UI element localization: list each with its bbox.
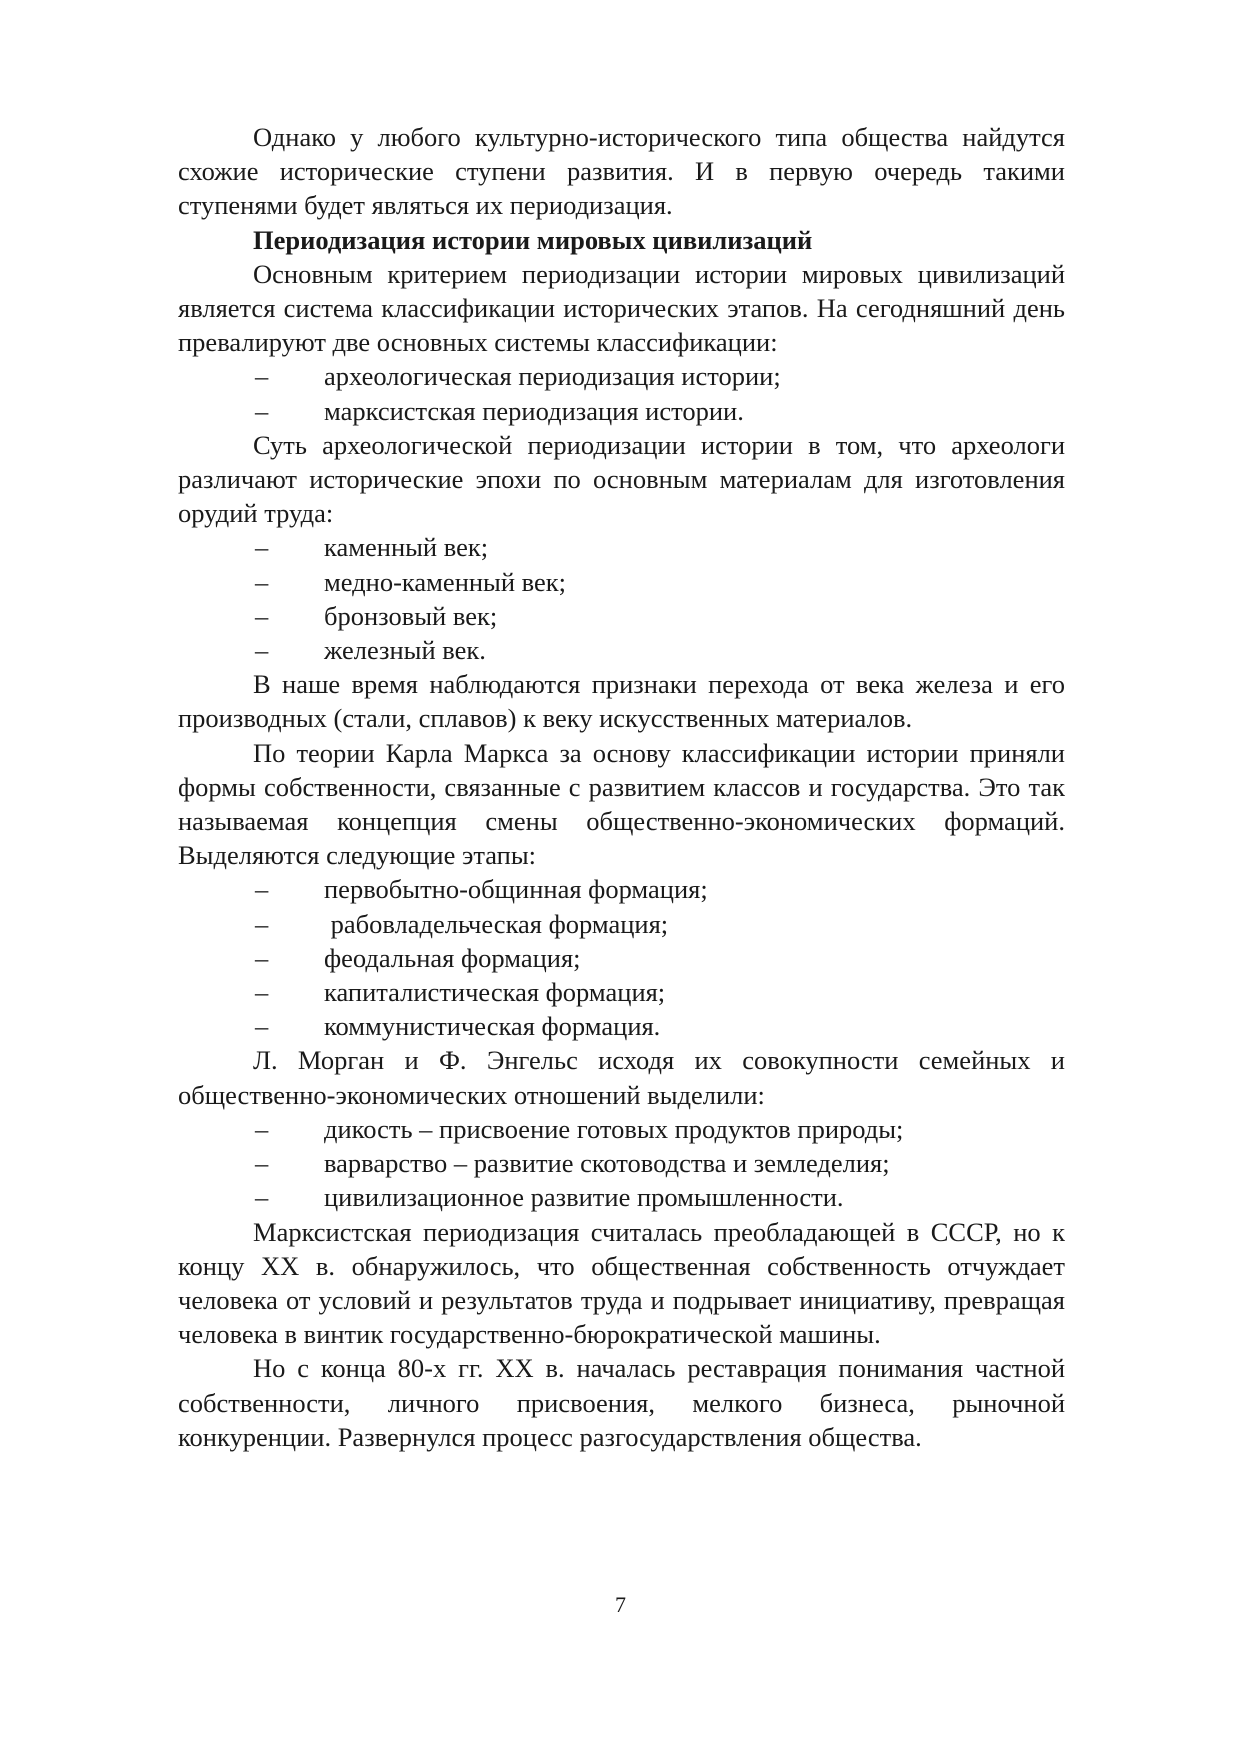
list-item bbox=[178, 975, 1065, 1009]
list-item bbox=[178, 1009, 1065, 1043]
dash-bullet: – bbox=[255, 1113, 269, 1144]
list-item-text: археологическая периодизация истории; bbox=[324, 361, 781, 392]
dash-bullet: – bbox=[255, 635, 269, 666]
dash-bullet: – bbox=[255, 908, 269, 939]
body-text bbox=[178, 120, 1065, 1454]
list-item bbox=[178, 907, 1065, 941]
list-item bbox=[178, 872, 1065, 906]
dash-bullet: – bbox=[255, 361, 269, 392]
list-item bbox=[178, 359, 1065, 393]
list-item-text: феодальная формация; bbox=[324, 942, 581, 973]
list-item-text: варварство – развитие скотоводства и земледелия; bbox=[324, 1148, 890, 1179]
dash-bullet: – bbox=[255, 566, 269, 597]
paragraph-modern-era: В наше время наблюдаются признаки перехода от века железа и его производных (стали, сплавов) к веку искусственных материалов. bbox=[178, 669, 1065, 734]
paragraph-restoration: Но с конца 80-х гг. XX в. началась реставрация понимания частной собственности, личного присвоения, мелкого бизнеса, рыночной конкуренции. Развернулся процесс разгосударствления общества. bbox=[178, 1353, 1065, 1452]
list-item bbox=[178, 565, 1065, 599]
dash-bullet: – bbox=[255, 1148, 269, 1179]
paragraph-ussr: Марксистская периодизация считалась преобладающей в СССР, но к концу XX в. обнаружилось, что общественная собственность отчуждает человека от условий и результатов труда и подрывает инициативу, превращая человека в винтик государственно-бюрократической машины. bbox=[178, 1216, 1065, 1350]
list-item bbox=[178, 394, 1065, 428]
page-number: 7 bbox=[615, 1592, 626, 1617]
dash-bullet: – bbox=[255, 942, 269, 973]
list-formations bbox=[178, 872, 1065, 1043]
list-item-text: рабовладельческая формация; bbox=[324, 908, 669, 939]
list-item bbox=[178, 1146, 1065, 1180]
list-item-text: бронзовый век; bbox=[324, 600, 498, 631]
dash-bullet: – bbox=[255, 977, 269, 1008]
list-systems bbox=[178, 359, 1065, 427]
list-item bbox=[178, 1180, 1065, 1214]
list-item-text: цивилизационное развитие промышленности. bbox=[324, 1182, 844, 1213]
list-stages bbox=[178, 1112, 1065, 1215]
paragraph-marx: По теории Карла Маркса за основу классификации истории приняли формы собственности, связанные с развитием классов и государства. Это так называемая концепция смены общественно-экономических формаций. Выделяются следующие этапы: bbox=[178, 737, 1065, 871]
dash-bullet: – bbox=[255, 874, 269, 905]
list-item-text: марксистская периодизация истории. bbox=[324, 395, 744, 426]
paragraph-criteria: Основным критерием периодизации истории мировых цивилизаций является система классификации исторических этапов. На сегодняшний день превалируют две основных системы классификации: bbox=[178, 258, 1065, 358]
list-item bbox=[178, 1112, 1065, 1146]
list-item-text: медно-каменный век; bbox=[324, 566, 567, 597]
paragraph-intro: Однако у любого культурно-исторического типа общества найдутся схожие исторические ступени развития. И в первую очередь такими ступенями будет являться их периодизация. bbox=[178, 122, 1065, 221]
list-item bbox=[178, 530, 1065, 564]
list-item-text: коммунистическая формация. bbox=[324, 1011, 661, 1042]
dash-bullet: – bbox=[255, 532, 269, 563]
dash-bullet: – bbox=[255, 1182, 269, 1213]
list-item-text: железный век. bbox=[324, 635, 486, 666]
list-item-text: дикость – присвоение готовых продуктов природы; bbox=[324, 1113, 904, 1144]
list-ages bbox=[178, 530, 1065, 667]
paragraph-morgan-engels: Л. Морган и Ф. Энгельс исходя их совокупности семейных и общественно-экономических отношений выделили: bbox=[178, 1045, 1065, 1110]
list-item bbox=[178, 599, 1065, 633]
dash-bullet: – bbox=[255, 1011, 269, 1042]
list-item-text: капиталистическая формация; bbox=[324, 977, 666, 1008]
dash-bullet: – bbox=[255, 395, 269, 426]
list-item bbox=[178, 941, 1065, 975]
list-item-text: первобытно-общинная формация; bbox=[324, 874, 708, 905]
list-item-text: каменный век; bbox=[324, 532, 489, 563]
list-item bbox=[178, 633, 1065, 667]
paragraph-archaeology: Суть археологической периодизации истории в том, что археологи различают исторические эпохи по основным материалам для изготовления орудий труда: bbox=[178, 429, 1065, 529]
section-heading: Периодизация истории мировых цивилизаций bbox=[253, 224, 813, 255]
dash-bullet: – bbox=[255, 600, 269, 631]
